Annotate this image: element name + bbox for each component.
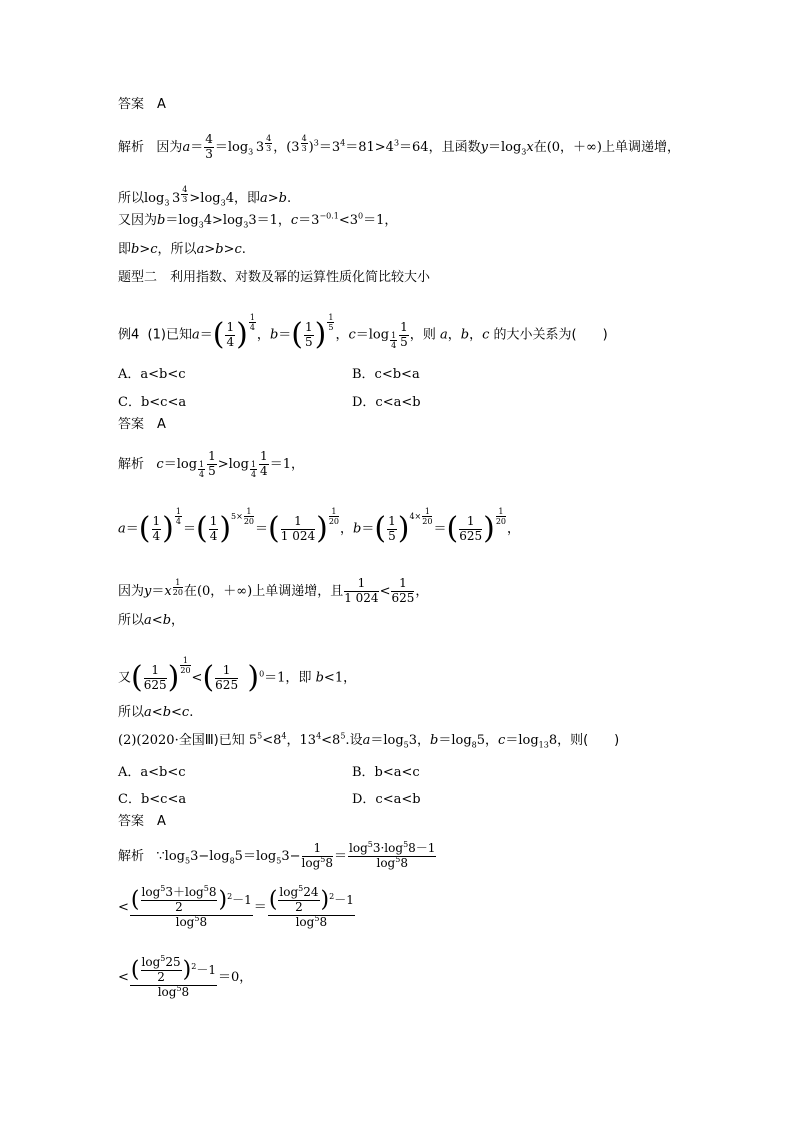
q2-analysis-2: < ( $\frac{\log^53+\log^58}{2}$ )$^2$－1 $\log^58$ ＝ ( $\frac{\log^524}{2}$ )$^2$－1 $\log^58$ — [118, 884, 354, 929]
section-title: 题型二 利用指数、对数及幂的运算性质化简比较大小 — [118, 270, 431, 285]
q2-option-b: B．b<a<c — [352, 765, 420, 780]
option-c: C．b<c<a — [118, 395, 187, 410]
q2-analysis-1: 解析 $\because\log_53-\log_85=\log_53-$ $\frac{1}{\log^58}$ ＝ $\frac{\log^53\cdot\log^58-1}{\log^58}$ — [118, 840, 436, 870]
example4-answer: 答案 A — [118, 417, 166, 432]
example4-analysis-6: 所以a<b<c. — [118, 705, 194, 720]
q2-answer: 答案 A — [118, 814, 166, 829]
q2-option-a: A．a<b<c — [118, 765, 186, 780]
option-d: D．c<a<b — [352, 395, 421, 410]
q2-option-c: C．b<c<a — [118, 792, 187, 807]
example4-analysis-5: 又( $\frac{1}{625}$ ) $^{\frac{1}{20}}$ <( $\frac{1}{625}$ )$^0$＝1，即 b<1， — [118, 656, 357, 696]
option-a: A．a<b<c — [118, 367, 186, 382]
option-b: B．c<b<a — [352, 367, 420, 382]
analysis-line-2: 所以$\log_3 3$ $^{\frac{4}{3}}$ $>\log_34$，即a>b. — [118, 185, 292, 208]
example4-analysis-2: a＝( $\frac{1}{4}$ ) $^{\frac{1}{4}}$ ＝( $\frac{1}{4}$ )$^{5\times \frac{1}{20}}$ ＝( $\frac{1}{1 024}$ ) $^{\frac{1}{20}}$ ，b＝( $\frac{1}{5}$ )$^{4\times \frac{1}{20}}$ ＝( $\frac{1}{625}$ ) $^{\frac{1}{20}}$ ， — [118, 507, 521, 547]
example4-question: 例4 (1)已知a＝( $\frac{1}{4}$ ) $^{\frac{1}{4}}$ ，b＝( $\frac{1}{5}$ ) $^{\frac{1}{5}}$ ，c＝log $_{\frac{1}{4}}$ $\frac{1}{5}$ ，则 a，b，c 的大小关系为( ) — [118, 313, 608, 353]
q2-stem: (2)(2020·全国Ⅲ)已知 $5^5<8^4$，$13^4<8^5$.设$a=\log_53$，$b=\log_85$，$c=\log_{13}8$，则( ) — [118, 731, 620, 750]
q2-option-d: D．c<a<b — [352, 792, 421, 807]
example4-analysis-3: 因为y＝x $^{\frac{1}{20}}$ 在(0，＋∞)上单调递增，且 $\frac{1}{1 024}$ < $\frac{1}{625}$ ， — [118, 576, 429, 605]
example4-analysis-1: 解析 c＝log $_{\frac{1}{4}}$ $\frac{1}{5}$ >log $_{\frac{1}{4}}$ $\frac{1}{4}$ ＝1， — [118, 449, 304, 479]
example4-analysis-4: 所以a<b， — [118, 613, 185, 628]
analysis-line-3: 又因为$b=\log_34>\log_33=1$，$c=3^{-0.1}<3^0=1$， — [118, 211, 398, 230]
analysis-line-1: 解析 因为a＝ $\frac{4}{3}$ $=\log_3$ 3 $^{\frac{4}{3}}$ ，(3 $^{\frac{4}{3}}$ )$^3=3^4=81>4^3=64$，且函数$y=\log_3x$在(0，＋∞)上单调递增， — [118, 132, 680, 161]
q2-analysis-3: < ( $\frac{\log^525}{2}$ )$^2$－1 $\log^58$ ＝0， — [118, 954, 253, 999]
answer-line: 答案 A — [118, 97, 166, 112]
analysis-line-4: 即b>c，所以a>b>c. — [118, 242, 246, 257]
